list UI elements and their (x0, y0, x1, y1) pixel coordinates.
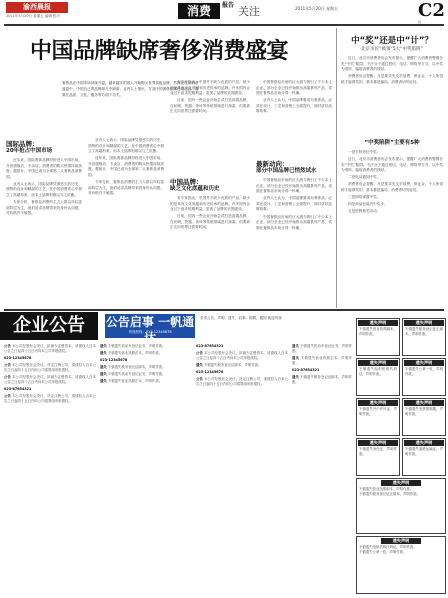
sidebar-tips-title: “中奖陷阱”主要有5种 (364, 140, 420, 146)
ad-header-lines: 各类公告、声明、遗失、启事、招聘、通知 欢迎刊登 (200, 316, 282, 320)
page-headline: 中国品牌缺席奢侈消费盛宴 (30, 38, 289, 64)
section2-body: 有专家指出，中国并不缺少优质的产品，缺少的是具有文化底蕴和历史传承的品牌。许多国内企业过于追求短期利益，忽视了品牌的长期建设。 目前，国内一些企业开始尝试打造高端品牌，在丝绸、瓷器、茶叶等传统领域进行探索，但要真正走向世界还需要时间。 (170, 196, 250, 230)
ad-column-1: 公告 本公司经股东会决议，拟减少注册资本，请债权人自本公告之日起四十五日内向本公司申报债权。 023-12345678 公告 本公司经股东会决议，决定注销公司，请债权人自本公告之日起四十五日内向公司清算组申报债权。 公告 本公司经股东会决议，拟减少注册资本，请债权人自本公告之日起四十五日内向本公司申报债权。 023-87654321 公告 本公司经股东会决议，决定注销公司，请债权人自本公告之日起四十五日内向公司清算组申报债权。 (4, 344, 96, 403)
brand-logo: 渝西晨报 (6, 2, 68, 13)
tip-item: 二是电话通知中奖； (348, 175, 381, 180)
section1-subtitle: 20年抢占中国市场 (6, 148, 53, 154)
section2-title: 中国品牌： (170, 178, 203, 186)
section3-body: 中国奢侈品市场的巨大潜力吸引了不少本土企业。部分企业已经开始推出高端系列产品，试图在奢侈品市场分得一杯羹。 业内人士认为，中国品牌要成为奢侈品，必须在设计、工艺和营销上全面提升，同时讲好品牌故事。 中国奢侈品市场的巨大潜力吸引了不少本土企业。部分企业已经开始推出高端系列产品，试图在奢侈品市场分得一杯羹。 (256, 178, 332, 230)
page-number-sub: 版 (418, 20, 422, 24)
section1-title: 国际品牌： (6, 140, 39, 148)
ad-column-4: 遗失 不慎遗失机动车登记证书，声明作废。 遗失 不慎遗失营业执照正本，声明作废。 023-87654321 遗失 不慎遗失税务登记证副本，声明作废。 (292, 344, 352, 384)
section3-intro: 中国奢侈品市场的巨大潜力吸引了不少本土企业。部分企业已经开始推出高端系列产品，试图在奢侈品市场分得一杯羹。 业内人士认为，中国品牌要成为奢侈品，必须在设计、工艺和营销上全面提升，同时讲好品牌故事。 (256, 80, 332, 114)
notice-box: 遗失声明 不慎遗失身份证，声明作废。 (356, 438, 400, 476)
notice-box-wide: 遗失声明 不慎遗失组织机构代码证，声明作废。 不慎遗失公章一枚，声明作废。 (356, 536, 446, 594)
section3-subtitle: 部分中国品牌已悄然试水 (256, 168, 317, 174)
section-rule (4, 309, 444, 311)
header-rule (4, 24, 444, 26)
lead-paragraph: 奢侈品在中国市场持续升温，越来越多的国人开始购买世界顶级品牌，然而在这场消费盛宴中，中国自己的品牌却几乎缺席。业内人士指出，打造中国奢侈品牌任重道远，需要在品质、文化、服务等方面下功夫。 (62, 81, 199, 97)
notice-box: 遗失声明 不慎遗失道路运输证，声明作废。 (402, 438, 446, 476)
section2-intro: 有专家指出，中国并不缺少优质的产品，缺少的是具有文化底蕴和历史传承的品牌。许多国内企业过于追求短期利益，忽视了品牌的长期建设。 目前，国内一些企业开始尝试打造高端品牌，在丝绸、瓷器、茶叶等传统领域进行探索，但要真正走向世界还需要时间。 (170, 80, 250, 114)
section1-body-cont: 业内人士表示，国际品牌凭借悠久的历史、独特的设计和精湛的工艺，在中国消费者心中树立了高端形象，而本土品牌则难以与之抗衡。 近年来，国际奢侈品牌纷纷进入中国市场，开设旗舰店、专卖店，消费者的购买热情持续高涨。据统计，中国已成为全球第二大奢侈品消费国。 专家分析，奢侈品消费的主力人群以年轻富裕阶层为主，他们追求品牌带来的身份认同感，对价格并不敏感。 (88, 138, 164, 196)
page-header (0, 0, 448, 22)
notice-box-wide: 遗失声明 不慎遗失营业执照副本，声明作废。 不慎遗失税务登记证正副本，声明作废。 (356, 478, 446, 534)
sidebar-tips: 一是手机短信中奖； 近日，北京市消费者协会发布提示，提醒广大消费者警惕各类“中奖”陷阱。不法分子通过短信、电话、网络等方式，以中奖为诱饵，骗取消费者的钱财。 二是电话通知中奖； 消费者协会提醒，凡是要求先交手续费、保证金、个人所得税才能领奖的，基本都是骗局，消费者切勿轻信。 三是网络弹窗中奖； 四是商品包装内中奖卡； 五是虚假抽奖活动。 (341, 150, 443, 214)
tip-item: 一是手机短信中奖； (348, 150, 381, 154)
notice-box: 遗失声明 不慎遗失开户许可证，声明作废。 (356, 398, 400, 436)
sidebar-body: 近日，北京市消费者协会发布提示，提醒广大消费者警惕各类“中奖”陷阱。不法分子通过短信、电话、网络等方式，以中奖为诱饵，骗取消费者的钱财。 消费者协会提醒，凡是要求先交手续费、保证金、个人所得税才能领奖的，基本都是骗局，消费者切勿轻信。 (341, 56, 443, 84)
issue-date: 2011年5月20日 星期五 (295, 6, 339, 11)
section1-body: 近年来，国际奢侈品牌纷纷进入中国市场，开设旗舰店、专卖店，消费者的购买热情持续高涨。据统计，中国已成为全球第二大奢侈品消费国。 业内人士表示，国际品牌凭借悠久的历史、独特的设计和精湛的工艺，在中国消费者心中树立了高端形象，而本土品牌则难以与之抗衡。 专家分析，奢侈品消费的主力人群以年轻富裕阶层为主，他们追求品牌带来的身份认同感，对价格并不敏感。 (6, 158, 82, 216)
section-masthead: 消费 (178, 3, 220, 19)
page-number: C2 (418, 0, 445, 21)
column-divider (336, 28, 337, 308)
notice-box: 遗失声明 不慎遗失公章一枚，声明作废。 (402, 358, 446, 396)
tip-item: 五是虚假抽奖活动。 (348, 209, 381, 214)
notice-box: 遗失声明 不慎遗失税务登记证正副本，声明作废。 (402, 318, 446, 356)
tip-item: 四是商品包装内中奖卡； (348, 202, 388, 207)
sidebar-title: 中“奖”还是中“计”？ (351, 36, 433, 46)
section3-title: 最新动向： (256, 160, 289, 168)
notice-box: 遗失声明 不慎遗失发票领购簿，声明作废。 (402, 398, 446, 436)
ad-banner: 企业公告 (0, 312, 98, 340)
ad-column-2: 遗失 不慎遗失机动车登记证书，声明作废。 遗失 不慎遗失营业执照正本，声明作废。 023-12345678 遗失 不慎遗失税务登记证副本，声明作废。 遗失 不慎遗失机动车登记证书，声明作废。 遗失 不慎遗失营业执照正本，声明作废。 (100, 344, 166, 383)
sidebar-subtitle: 北京市民“被领”5大“中奖陷阱” (361, 47, 423, 52)
ad-hotline: 刊登热线：023-12345678 (128, 330, 172, 334)
notice-box: 遗失声明 不慎遗失营业执照副本，声明作废。 (356, 318, 400, 356)
masthead-focus: 关注 (238, 5, 260, 18)
section2-subtitle: 缺乏文化底蕴和历史 (170, 186, 220, 192)
tip-item: 三是网络弹窗中奖； (348, 195, 381, 200)
ad-title: 公告启事 一帆通达 (105, 315, 195, 345)
notice-box: 遗失声明 不慎遗失组织机构代码证，声明作废。 (356, 358, 400, 396)
ad-column-3: 023-87654321 公告 本公司经股东会决议，拟减少注册资本，请债权人自本公告之日起四十五日内向本公司申报债权。 遗失 不慎遗失税务登记证副本，声明作废。 023-12345678 公告 本公司经股东会决议，决定注销公司，请债权人自本公告之日起四十五日内向公司清算组申报债权。 (196, 344, 288, 386)
brand-subline: 2011年5月20日 星期五 编辑 校对 (6, 14, 60, 18)
masthead-report: 报告 (222, 2, 235, 9)
